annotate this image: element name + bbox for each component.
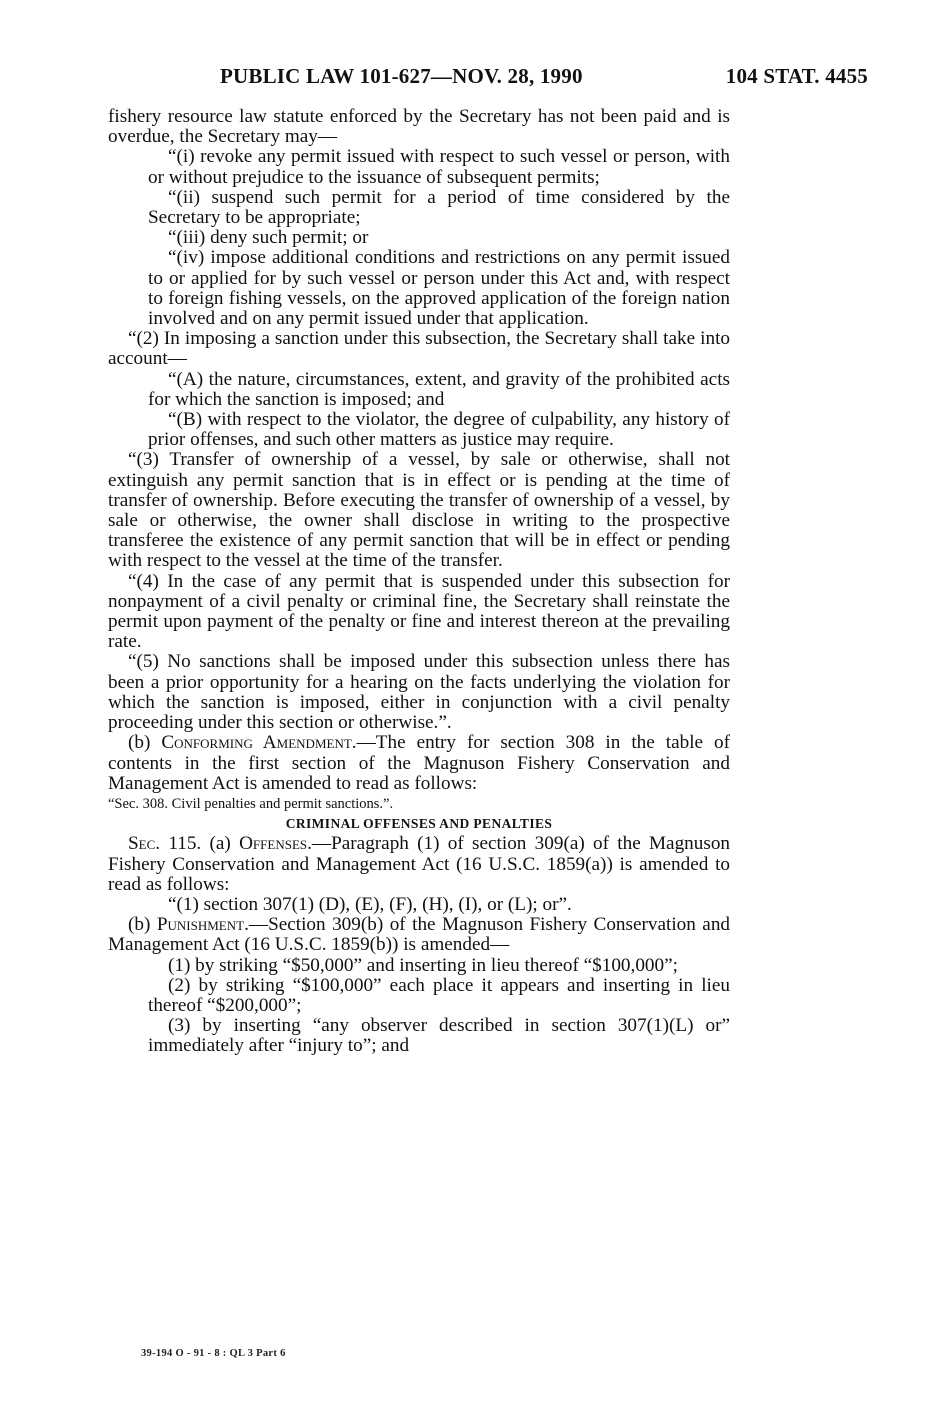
quoted-amendment: “(1) section 307(1) (D), (E), (F), (H), (I), or (L); or”. bbox=[168, 893, 572, 915]
list-item: “(i) revoke any permit issued with respect to such vessel or person, with or without prejudice to the issuance of subsequent permits; bbox=[148, 146, 730, 188]
document-body bbox=[108, 107, 730, 1057]
subsection-label: (b) bbox=[128, 732, 162, 754]
subsection-text: —Section 309(b) of the Magnuson Fishery Conservation and Management Act (16 U.S.C. 1859(b)) is amended— bbox=[108, 914, 731, 956]
statute-page-number: 104 STAT. 4455 bbox=[725, 64, 868, 88]
factors-list bbox=[108, 370, 730, 451]
subsection-heading: Offenses. bbox=[239, 833, 312, 855]
paragraph-3: “(3) Transfer of ownership of a vessel, by sale or otherwise, shall not extinguish any permit sanction that is in effect or is pending at the time of transfer of ownership. Before executing the transfer of ownership of a vessel, by sale or otherwise, the owner shall disclose in writing to the prospective transferee the existence of any permit sanction that will be in effect or pending with respect to the vessel at the time of the transfer. bbox=[108, 449, 730, 572]
list-item: (1) by striking “$50,000” and inserting in lieu thereof “$100,000”; bbox=[168, 954, 678, 976]
list-item: “(A) the nature, circumstances, extent, and gravity of the prohibited acts for which the sanction is imposed; and bbox=[148, 368, 730, 410]
punishment-amendments-list bbox=[108, 956, 730, 1057]
paragraph-2: “(2) In imposing a sanction under this subsection, the Secretary shall take into account— bbox=[108, 328, 730, 370]
list-item: “(iv) impose additional conditions and restrictions on any permit issued to or applied for by such vessel or person under this Act and, with respect to foreign fishing vessels, on the approved application of the foreign nation involved and on any permit issued under that application. bbox=[148, 247, 730, 330]
punishment-paragraph bbox=[108, 915, 730, 955]
running-head-title: PUBLIC LAW 101-627—NOV. 28, 1990 bbox=[220, 64, 583, 88]
intro-paragraph: fishery resource law statute enforced by the Secretary has not been paid and is overdue, the Secretary may— bbox=[108, 106, 730, 148]
list-item: (2) by striking “$100,000” each place it appears and inserting in lieu thereof “$200,000”; bbox=[148, 974, 730, 1016]
sanction-options-list bbox=[108, 147, 730, 329]
print-code-footer: 39-194 O - 91 - 8 : QL 3 Part 6 bbox=[141, 1348, 286, 1359]
list-item: (3) by inserting “any observer described in section 307(1)(L) or” immediately after “injury to”; and bbox=[148, 1015, 730, 1057]
section-115-paragraph bbox=[108, 834, 730, 895]
subsection-text: —Paragraph (1) of section 309(a) of the Magnuson Fishery Conservation and Management Act (16 U.S.C. 1859(a)) is amended to read as follows: bbox=[108, 833, 731, 895]
page-header bbox=[108, 64, 868, 96]
list-item: “(B) with respect to the violator, the degree of culpability, any history of prior offenses, and such other matters as justice may require. bbox=[148, 409, 730, 451]
subsection-label: (b) bbox=[128, 914, 157, 936]
section-number: 115. (a) bbox=[160, 833, 240, 855]
paragraph-5: “(5) No sanctions shall be imposed under this subsection unless there has been a prior opportunity for a hearing on the facts underlying the violation for which the sanction is imposed, either in conjunction with a civil penalty proceeding under this section or otherwise.”. bbox=[108, 651, 730, 734]
paragraph-4: “(4) In the case of any permit that is suspended under this subsection for nonpayment of a civil penalty or criminal fine, the Secretary shall reinstate the permit upon payment of the penalty or fine and interest thereon at the prevailing rate. bbox=[108, 570, 730, 653]
subsection-text: —The entry for section 308 in the table of contents in the first section of the Magnuson Fishery Conservation and Management Act is amended to read as follows: bbox=[108, 732, 730, 794]
section-label: Sec. bbox=[128, 833, 161, 855]
list-item: “(iii) deny such permit; or bbox=[168, 227, 369, 249]
section-heading: CRIMINAL OFFENSES AND PENALTIES bbox=[285, 816, 553, 832]
amended-toc-entry: “Sec. 308. Civil penalties and permit sanctions.”. bbox=[108, 795, 394, 812]
subsection-heading: Punishment. bbox=[156, 914, 249, 936]
conforming-amendment-paragraph bbox=[108, 733, 730, 794]
list-item: “(ii) suspend such permit for a period of time considered by the Secretary to be appropriate; bbox=[148, 186, 730, 229]
subsection-heading: Conforming Amendment. bbox=[161, 732, 357, 754]
